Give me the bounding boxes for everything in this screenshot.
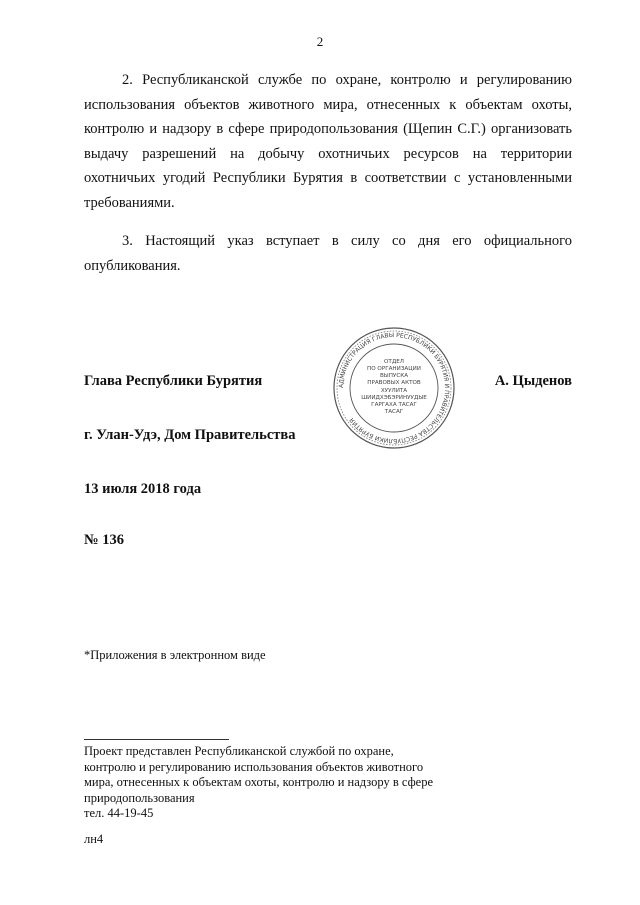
footnote-divider	[84, 739, 229, 740]
paragraph-2: 2. Республиканской службе по охране, контролю и регулированию использования объектов животного мира, отнесенных к объектам охоты, контролю и надзору в сфере природопользования (Щепин С.Г.) организовать выдачу разрешений на добычу охотничьих ресурсов на территории охотничьих угодий Республики Бурятия в соответствии с установленными требованиями.	[84, 72, 572, 211]
paragraph-3: 3. Настоящий указ вступает в силу со дня его официального опубликования.	[84, 233, 572, 274]
seal-line: ХУУЛИТА	[380, 388, 408, 394]
decree-number: № 136	[84, 532, 124, 548]
seal-line: ВЫПУСКА	[379, 373, 409, 379]
seal-line: ПРАВОВЫХ АКТОВ	[367, 380, 421, 386]
appendix-note: *Приложения в электронном виде	[84, 648, 266, 662]
official-seal	[332, 326, 456, 450]
seal-line: ПО ОРГАНИЗАЦИИ	[367, 366, 421, 372]
seal-line: ГАРГАХА ТАСАГ	[371, 402, 417, 408]
seal-ring-text: АДМИНИСТРАЦИЯ ГЛАВЫ РЕСПУБЛИКИ БУРЯТИЯ И ПРАВИТЕЛЬСТВА РЕСПУБЛИКИ БУРЯТИЯ	[337, 331, 451, 445]
seal-line: ШИИДХЭБЭРИНУУДЫЕ	[361, 395, 427, 401]
footnote-text: Проект представлен Республиканской службой по охране, контролю и регулированию использования объектов животного мира, отнесенных к объектам охоты, контролю и надзору в сфере природопользования	[84, 744, 434, 805]
signatory-name: А. Цыденов	[494, 373, 572, 389]
footnote-phone: тел. 44-19-45	[84, 806, 154, 820]
signatory-title: Глава Республики Бурятия	[84, 373, 263, 389]
seal-line: ОТДЕЛ	[384, 359, 404, 365]
seal-line: ТАСАГ	[384, 409, 404, 415]
signing-date: 13 июля 2018 года	[84, 481, 202, 497]
document-code: лн4	[84, 832, 104, 846]
page-number: 2	[316, 34, 324, 49]
signing-place: г. Улан-Удэ, Дом Правительства	[84, 427, 296, 443]
